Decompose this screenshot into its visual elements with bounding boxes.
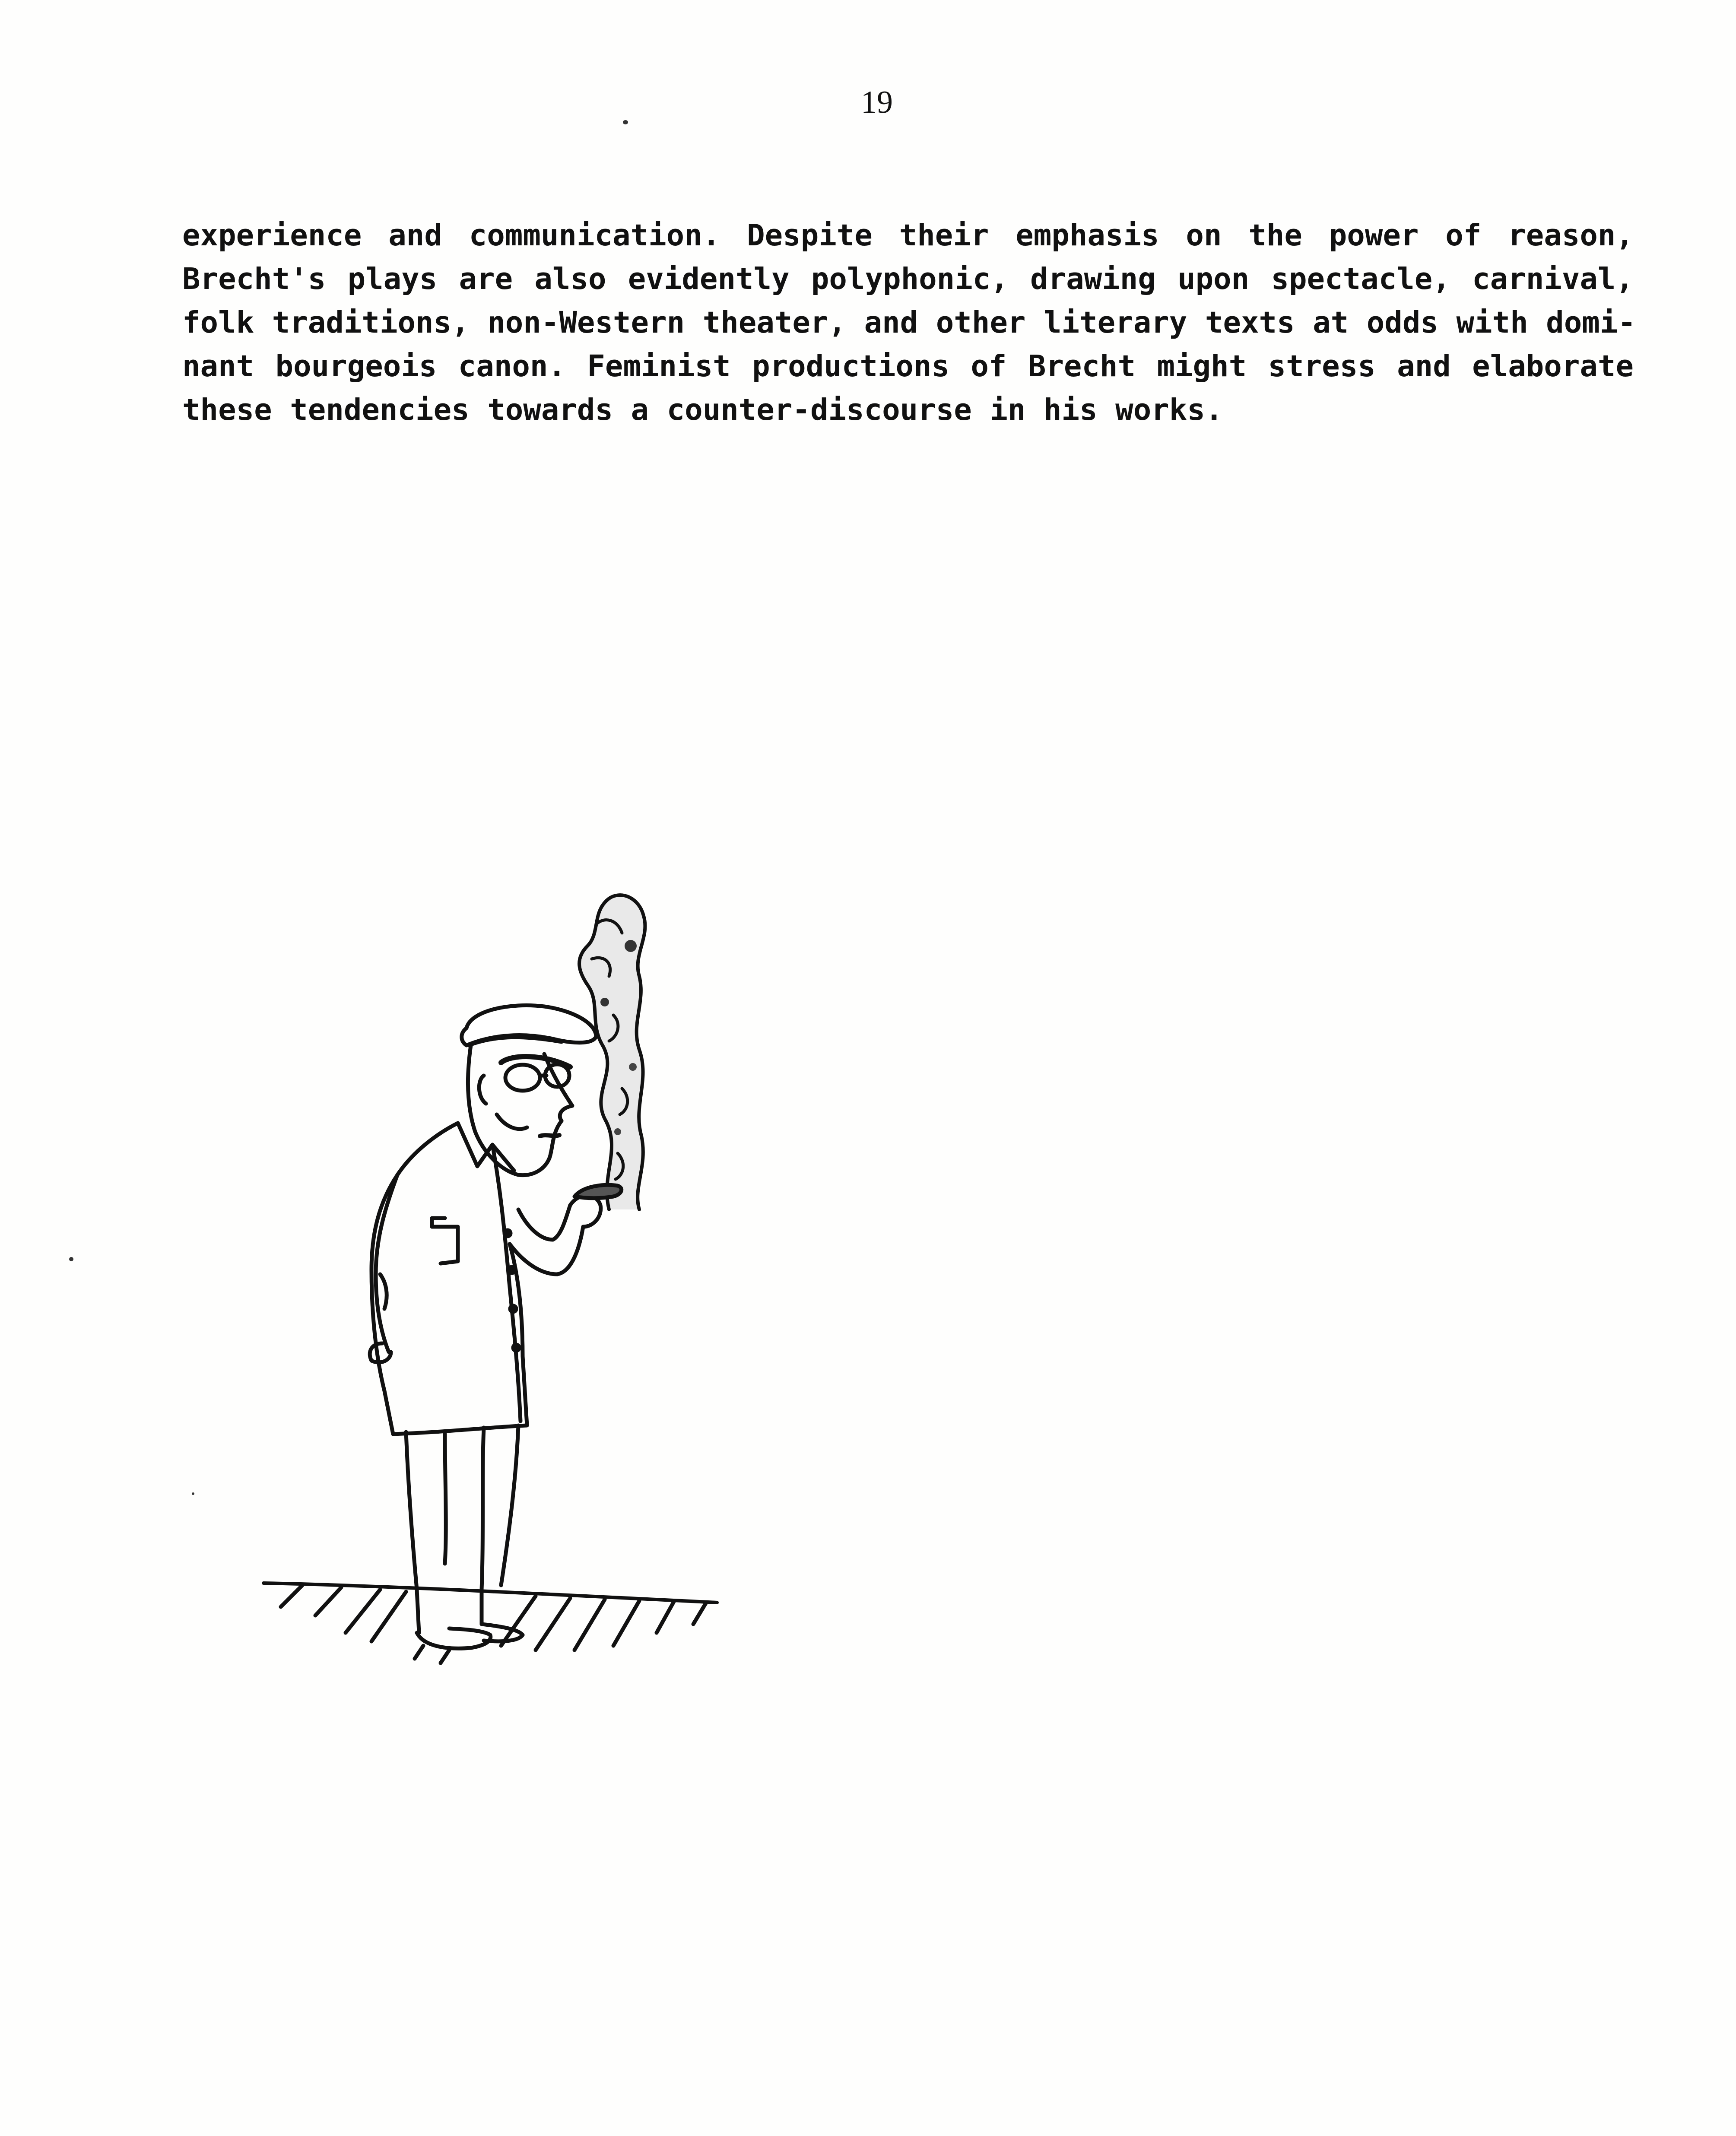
smoke-plume: [579, 895, 645, 1209]
text-line: experience and communication. Despite their emphasis on the power of reason,: [182, 218, 1634, 253]
body-paragraph: [182, 214, 1634, 432]
scan-speck: [192, 1492, 194, 1495]
text-line: folk traditions, non-Western theater, and other literary texts at odds with domi-: [182, 305, 1636, 340]
scan-speck: [69, 1257, 73, 1261]
shoes: [415, 1624, 523, 1663]
text-line: Brecht's plays are also evidently polyphonic, drawing upon spectacle, carnival,: [182, 262, 1634, 296]
man-smoking-cigar-drawing-icon: [242, 873, 734, 1685]
scan-speck: [623, 120, 628, 124]
page-number: 19: [861, 85, 893, 120]
text-line: nant bourgeois canon. Feminist productions of Brecht might stress and elaborate: [182, 349, 1634, 384]
cap: [462, 1005, 596, 1045]
trousers: [406, 1425, 518, 1633]
text-line: these tendencies towards a counter-discourse in his works.: [182, 393, 1223, 427]
arm-with-cigar: [510, 1185, 622, 1274]
